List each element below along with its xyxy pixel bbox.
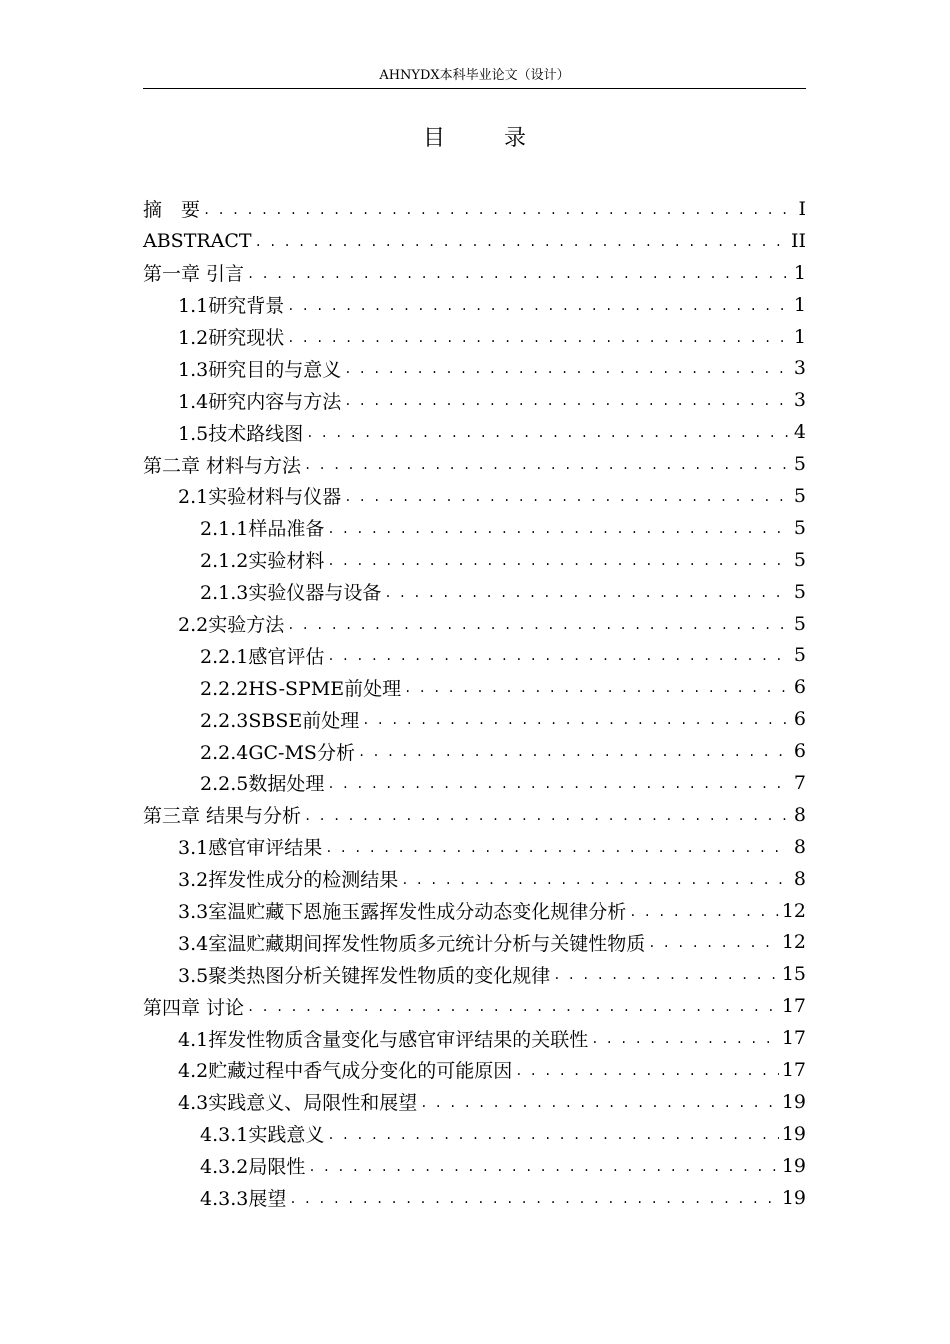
toc-page-number: 5 bbox=[793, 453, 806, 476]
toc-dot-leader bbox=[344, 357, 789, 379]
toc-entry-label: 第四章 讨论 bbox=[143, 996, 245, 1019]
toc-dot-leader bbox=[287, 326, 789, 348]
toc-entry[interactable] bbox=[143, 1118, 806, 1150]
toc-entry-label: 1.2研究现状 bbox=[178, 327, 285, 349]
toc-entry-label: 2.1实验材料与仪器 bbox=[178, 486, 342, 509]
toc-dot-leader bbox=[327, 644, 789, 666]
toc-entry[interactable] bbox=[143, 352, 806, 384]
toc-entry-label: 摘 要 bbox=[143, 199, 201, 222]
toc-entry[interactable] bbox=[143, 958, 806, 990]
toc-page-number: 19 bbox=[781, 1154, 806, 1177]
toc-entry[interactable] bbox=[143, 767, 806, 799]
toc-dot-leader bbox=[384, 581, 789, 603]
toc-dot-leader bbox=[327, 772, 789, 794]
toc-entry[interactable] bbox=[143, 703, 806, 735]
toc-entry-label: 4.1挥发性物质含量变化与感官审评结果的关联性 bbox=[178, 1028, 589, 1051]
toc-dot-leader bbox=[203, 198, 789, 220]
toc-entry[interactable] bbox=[143, 1022, 806, 1054]
toc-page-number: 6 bbox=[793, 708, 806, 731]
toc-page-number: 15 bbox=[781, 963, 806, 986]
toc-page-number: 17 bbox=[781, 995, 806, 1018]
toc-entry-label: 4.3.1实践意义 bbox=[200, 1124, 325, 1147]
toc-page-number: 19 bbox=[781, 1090, 806, 1113]
toc-dot-leader bbox=[327, 1123, 778, 1145]
toc-entry[interactable] bbox=[143, 257, 806, 289]
toc-entry-label: 3.5聚类热图分析关键挥发性物质的变化规律 bbox=[178, 964, 551, 987]
toc-page-number: 5 bbox=[793, 612, 806, 635]
toc-entry-label: 3.1感官审评结果 bbox=[178, 837, 323, 860]
toc-dot-leader bbox=[327, 517, 789, 539]
toc-entry-label: 4.2贮藏过程中香气成分变化的可能原因 bbox=[178, 1060, 513, 1083]
toc-page-number: 7 bbox=[793, 771, 806, 794]
toc-entry-label: 2.2.2HS-SPME前处理 bbox=[200, 677, 402, 700]
toc-dot-leader bbox=[327, 549, 789, 571]
toc-dot-leader bbox=[287, 294, 789, 316]
toc-dot-leader bbox=[247, 995, 779, 1017]
toc-entry[interactable] bbox=[143, 671, 806, 703]
toc-entry-label: 3.4室温贮藏期间挥发性物质多元统计分析与关键性物质 bbox=[178, 932, 646, 955]
toc-entry-label: 2.1.2实验材料 bbox=[200, 550, 325, 573]
toc-page-number: 8 bbox=[793, 803, 806, 826]
toc-entry[interactable] bbox=[143, 193, 806, 225]
toc-entry-label: 第二章 材料与方法 bbox=[143, 454, 302, 477]
toc-page-number: 1 bbox=[793, 293, 806, 316]
toc-entry[interactable] bbox=[143, 416, 806, 448]
toc-dot-leader bbox=[401, 868, 789, 890]
toc-entry-label: 第一章 引言 bbox=[143, 263, 245, 286]
toc-page-number: 5 bbox=[793, 548, 806, 571]
toc-entry-label: 2.1.1样品准备 bbox=[200, 518, 325, 541]
toc-dot-leader bbox=[648, 931, 779, 953]
toc-entry-label: ABSTRACT bbox=[143, 229, 252, 252]
toc-entry-label: 4.3.2局限性 bbox=[200, 1156, 306, 1179]
toc-entry-label: 2.2实验方法 bbox=[178, 614, 285, 637]
toc-dot-leader bbox=[344, 389, 789, 411]
toc-entry[interactable] bbox=[143, 1086, 806, 1118]
toc-entry[interactable] bbox=[143, 448, 806, 480]
toc-dot-leader bbox=[358, 740, 789, 762]
table-of-contents bbox=[143, 193, 806, 1214]
toc-dot-leader bbox=[308, 1155, 778, 1177]
toc-entry-label: 2.2.5数据处理 bbox=[200, 773, 325, 796]
toc-dot-leader bbox=[325, 836, 789, 858]
toc-entry-label: 2.1.3实验仪器与设备 bbox=[200, 582, 382, 605]
toc-page-number: 1 bbox=[793, 261, 806, 284]
toc-entry[interactable] bbox=[143, 831, 806, 863]
toc-dot-leader bbox=[306, 421, 789, 443]
toc-entry-label: 4.3实践意义、局限性和展望 bbox=[178, 1092, 418, 1115]
toc-page-number: I bbox=[798, 197, 806, 220]
page-title: 目 录 bbox=[423, 126, 552, 151]
toc-entry[interactable] bbox=[143, 1054, 806, 1086]
toc-entry[interactable] bbox=[143, 225, 806, 257]
toc-entry[interactable] bbox=[143, 639, 806, 671]
toc-page-number: 5 bbox=[793, 484, 806, 507]
toc-entry[interactable] bbox=[143, 544, 806, 576]
toc-dot-leader bbox=[344, 485, 789, 507]
toc-entry[interactable] bbox=[143, 863, 806, 895]
toc-dot-leader bbox=[304, 453, 789, 475]
toc-entry-label: 2.2.3SBSE前处理 bbox=[200, 709, 360, 732]
toc-entry-label: 3.2挥发性成分的检测结果 bbox=[178, 869, 399, 892]
toc-page-number: 5 bbox=[793, 644, 806, 667]
toc-entry[interactable] bbox=[143, 608, 806, 640]
toc-dot-leader bbox=[304, 804, 789, 826]
toc-entry[interactable] bbox=[143, 480, 806, 512]
toc-page-number: 19 bbox=[781, 1122, 806, 1145]
toc-page-number: 4 bbox=[793, 421, 806, 444]
running-header: AHNYDX本科毕业论文（设计） bbox=[379, 68, 570, 83]
toc-entry[interactable] bbox=[143, 799, 806, 831]
toc-dot-leader bbox=[591, 1027, 779, 1049]
toc-dot-leader bbox=[420, 1091, 779, 1113]
toc-page-number: 8 bbox=[793, 867, 806, 890]
toc-dot-leader bbox=[515, 1059, 779, 1081]
toc-page-number: 17 bbox=[781, 1058, 806, 1081]
toc-page-number: II bbox=[790, 229, 806, 252]
toc-entry[interactable] bbox=[143, 321, 806, 353]
toc-dot-leader bbox=[287, 613, 789, 635]
toc-entry-label: 3.3室温贮藏下恩施玉露挥发性成分动态变化规律分析 bbox=[178, 901, 627, 924]
toc-entry[interactable] bbox=[143, 576, 806, 608]
toc-entry[interactable] bbox=[143, 512, 806, 544]
toc-entry-label: 1.3研究目的与意义 bbox=[178, 358, 342, 381]
toc-dot-leader bbox=[553, 963, 779, 985]
toc-page-number: 12 bbox=[781, 899, 806, 922]
toc-entry[interactable] bbox=[143, 1150, 806, 1182]
toc-entry-label: 第三章 结果与分析 bbox=[143, 805, 302, 828]
toc-dot-leader bbox=[247, 262, 789, 284]
toc-page-number: 19 bbox=[781, 1186, 806, 1209]
toc-dot-leader bbox=[255, 230, 788, 252]
toc-entry-label: 1.1研究背景 bbox=[178, 295, 285, 318]
toc-entry[interactable] bbox=[143, 735, 806, 767]
toc-page-number: 6 bbox=[793, 676, 806, 699]
toc-page-number: 5 bbox=[793, 516, 806, 539]
toc-entry-label: 2.2.1感官评估 bbox=[200, 645, 325, 668]
toc-page-number: 12 bbox=[781, 931, 806, 954]
toc-page-number: 6 bbox=[793, 740, 806, 763]
toc-entry-label: 2.2.4GC-MS分析 bbox=[200, 741, 355, 764]
toc-entry[interactable] bbox=[143, 289, 806, 321]
toc-entry-label: 1.4研究内容与方法 bbox=[178, 390, 342, 413]
toc-entry-label: 1.5技术路线图 bbox=[178, 422, 304, 445]
toc-page-number: 5 bbox=[793, 580, 806, 603]
toc-dot-leader bbox=[362, 708, 789, 730]
toc-dot-leader bbox=[289, 1187, 778, 1209]
toc-entry-label: 4.3.3展望 bbox=[200, 1188, 287, 1211]
toc-entry[interactable] bbox=[143, 384, 806, 416]
toc-dot-leader bbox=[629, 900, 779, 922]
toc-entry[interactable] bbox=[143, 1182, 806, 1214]
toc-page-number: 3 bbox=[793, 389, 806, 412]
toc-page-number: 1 bbox=[793, 325, 806, 348]
toc-entry[interactable] bbox=[143, 990, 806, 1022]
toc-page-number: 8 bbox=[793, 835, 806, 858]
toc-page-number: 17 bbox=[781, 1027, 806, 1050]
toc-entry[interactable] bbox=[143, 895, 806, 927]
toc-entry[interactable] bbox=[143, 926, 806, 958]
header-divider bbox=[143, 88, 806, 89]
toc-page-number: 3 bbox=[793, 357, 806, 380]
toc-dot-leader bbox=[404, 676, 789, 698]
